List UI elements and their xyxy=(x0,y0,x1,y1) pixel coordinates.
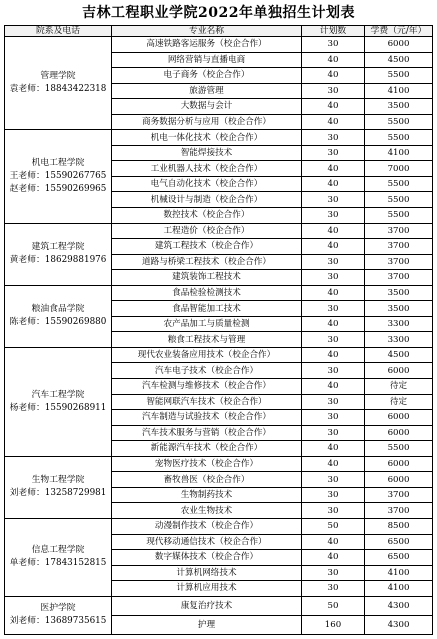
plan-count-cell: 30 xyxy=(302,83,365,99)
tuition-fee-cell: 5500 xyxy=(365,441,433,457)
major-cell: 电气自动化技术（校企合作） xyxy=(112,176,302,192)
major-cell: 汽车技术服务与营销（校企合作） xyxy=(112,425,302,441)
major-cell: 生物制药技术 xyxy=(112,487,302,503)
department-contact: 杨老师：15590268911 xyxy=(9,402,107,413)
major-cell: 建筑工程技术（校企合作） xyxy=(112,239,302,255)
header-major: 专业名称 xyxy=(112,26,302,37)
tuition-fee-cell: 6500 xyxy=(365,534,433,550)
department-cell xyxy=(5,37,112,130)
department-name: 汽车工程学院 xyxy=(31,389,85,400)
plan-count-cell: 40 xyxy=(302,99,365,115)
plan-count-cell: 30 xyxy=(302,130,365,146)
plan-count-cell: 30 xyxy=(302,410,365,426)
tuition-fee-cell: 4300 xyxy=(365,596,433,615)
department-contact: 刘老师：13689735615 xyxy=(9,616,107,627)
major-cell: 数控技术（校企合作） xyxy=(112,208,302,224)
tuition-fee-cell: 4100 xyxy=(365,83,433,99)
tuition-fee-cell: 3500 xyxy=(365,285,433,301)
plan-count-cell: 30 xyxy=(302,363,365,379)
table-row xyxy=(5,456,433,472)
plan-count-cell: 30 xyxy=(302,503,365,519)
department-contact: 王老师：15590267765 赵老师：15590269965 xyxy=(9,170,107,194)
major-cell: 汽车检测与维修技术（校企合作） xyxy=(112,379,302,395)
department-cell xyxy=(5,223,112,285)
tuition-fee-cell: 4100 xyxy=(365,581,433,597)
department-cell xyxy=(5,130,112,223)
plan-count-cell: 40 xyxy=(302,285,365,301)
table-body xyxy=(5,37,433,635)
plan-count-cell: 40 xyxy=(302,161,365,177)
major-cell: 旅游管理 xyxy=(112,83,302,99)
major-cell: 食品检验检测技术 xyxy=(112,285,302,301)
major-cell: 现代移动通信技术（校企合作） xyxy=(112,534,302,550)
table-row xyxy=(5,518,433,534)
department-name: 生物工程学院 xyxy=(31,475,85,486)
header-row xyxy=(5,26,433,37)
plan-count-cell: 40 xyxy=(302,456,365,472)
major-cell: 农产品加工与质量检测 xyxy=(112,316,302,332)
department-name: 管理学院 xyxy=(40,71,76,82)
major-cell: 电子商务（校企合作） xyxy=(112,68,302,84)
major-cell: 宠物医疗技术（校企合作） xyxy=(112,456,302,472)
table-row xyxy=(5,596,433,615)
tuition-fee-cell: 4100 xyxy=(365,565,433,581)
tuition-fee-cell: 4500 xyxy=(365,347,433,363)
plan-count-cell: 40 xyxy=(302,550,365,566)
major-cell: 现代农业装备应用技术（校企合作） xyxy=(112,347,302,363)
major-cell: 粮食工程技术与管理 xyxy=(112,332,302,348)
major-cell: 智能网联汽车技术（校企合作） xyxy=(112,394,302,410)
plan-count-cell: 30 xyxy=(302,208,365,224)
tuition-fee-cell: 3700 xyxy=(365,223,433,239)
department-name: 信息工程学院 xyxy=(31,545,85,556)
plan-count-cell: 40 xyxy=(302,379,365,395)
department-contact: 袁老师：18843422318 xyxy=(9,84,107,95)
plan-count-cell: 40 xyxy=(302,239,365,255)
department-name: 机电工程学院 xyxy=(31,157,85,168)
plan-count-cell: 30 xyxy=(302,254,365,270)
department-contact: 单老师：17843152815 xyxy=(9,558,107,569)
tuition-fee-cell: 3700 xyxy=(365,254,433,270)
plan-count-cell: 30 xyxy=(302,270,365,286)
plan-count-cell: 30 xyxy=(302,332,365,348)
major-cell: 数字媒体技术（校企合作） xyxy=(112,550,302,566)
tuition-fee-cell: 6000 xyxy=(365,37,433,53)
tuition-fee-cell: 6000 xyxy=(365,410,433,426)
plan-count-cell: 40 xyxy=(302,52,365,68)
table-row xyxy=(5,285,433,301)
page-title: 吉林工程职业学院2022年单独招生计划表 xyxy=(82,5,355,21)
tuition-fee-cell: 6000 xyxy=(365,456,433,472)
plan-count-cell: 30 xyxy=(302,487,365,503)
major-cell: 工程造价（校企合作） xyxy=(112,223,302,239)
header-dept: 院系及电话 xyxy=(5,26,112,37)
table-row xyxy=(5,223,433,239)
major-cell: 网络营销与直播电商 xyxy=(112,52,302,68)
department-cell xyxy=(5,518,112,596)
major-cell: 高速铁路客运服务（校企合作） xyxy=(112,37,302,53)
tuition-fee-cell: 3300 xyxy=(365,332,433,348)
plan-count-cell: 40 xyxy=(302,347,365,363)
major-cell: 大数据与会计 xyxy=(112,99,302,115)
plan-count-cell: 30 xyxy=(302,301,365,317)
plan-count-cell: 30 xyxy=(302,394,365,410)
tuition-fee-cell: 3700 xyxy=(365,487,433,503)
tuition-fee-cell: 6000 xyxy=(365,425,433,441)
tuition-fee-cell: 3300 xyxy=(365,316,433,332)
major-cell: 智能焊接技术 xyxy=(112,145,302,161)
plan-count-cell: 30 xyxy=(302,565,365,581)
tuition-fee-cell: 6000 xyxy=(365,363,433,379)
tuition-fee-cell: 3500 xyxy=(365,99,433,115)
plan-count-cell: 30 xyxy=(302,145,365,161)
major-cell: 机电一体化技术（校企合作） xyxy=(112,130,302,146)
major-cell: 工业机器人技术（校企合作） xyxy=(112,161,302,177)
plan-count-cell: 40 xyxy=(302,176,365,192)
plan-count-cell: 50 xyxy=(302,518,365,534)
plan-count-cell: 30 xyxy=(302,581,365,597)
major-cell: 机械设计与制造（校企合作） xyxy=(112,192,302,208)
header-plan: 计划数 xyxy=(302,26,365,37)
plan-count-cell: 30 xyxy=(302,37,365,53)
major-cell: 新能源汽车技术（校企合作） xyxy=(112,441,302,457)
major-cell: 计算机应用技术 xyxy=(112,581,302,597)
department-contact: 黄老师：18629881976 xyxy=(9,255,107,266)
plan-count-cell: 30 xyxy=(302,192,365,208)
tuition-fee-cell: 5500 xyxy=(365,114,433,130)
table-row xyxy=(5,37,433,53)
tuition-fee-cell: 5500 xyxy=(365,208,433,224)
tuition-fee-cell: 5500 xyxy=(365,176,433,192)
major-cell: 动漫制作技术（校企合作） xyxy=(112,518,302,534)
plan-count-cell: 160 xyxy=(302,615,365,634)
department-name: 建筑工程学院 xyxy=(31,242,85,253)
department-contact: 刘老师：13258729981 xyxy=(9,488,107,499)
plan-count-cell: 40 xyxy=(302,68,365,84)
plan-count-cell: 40 xyxy=(302,223,365,239)
tuition-fee-cell: 6000 xyxy=(365,472,433,488)
department-cell xyxy=(5,456,112,518)
tuition-fee-cell: 4500 xyxy=(365,52,433,68)
major-cell: 农业生物技术 xyxy=(112,503,302,519)
tuition-fee-cell: 待定 xyxy=(365,394,433,410)
major-cell: 建筑装饰工程技术 xyxy=(112,270,302,286)
plan-count-cell: 50 xyxy=(302,596,365,615)
tuition-fee-cell: 5500 xyxy=(365,130,433,146)
major-cell: 道路与桥梁工程技术（校企合作） xyxy=(112,254,302,270)
tuition-fee-cell: 7000 xyxy=(365,161,433,177)
plan-count-cell: 40 xyxy=(302,114,365,130)
plan-count-cell: 30 xyxy=(302,425,365,441)
table-row xyxy=(5,130,433,146)
tuition-fee-cell: 3700 xyxy=(365,503,433,519)
major-cell: 汽车制造与试验技术（校企合作） xyxy=(112,410,302,426)
department-contact: 陈老师：15590269880 xyxy=(9,317,107,328)
tuition-fee-cell: 6500 xyxy=(365,550,433,566)
plan-count-cell: 30 xyxy=(302,472,365,488)
tuition-fee-cell: 3700 xyxy=(365,239,433,255)
plan-count-cell: 40 xyxy=(302,441,365,457)
tuition-fee-cell: 待定 xyxy=(365,379,433,395)
tuition-fee-cell: 4100 xyxy=(365,145,433,161)
major-cell: 计算机网络技术 xyxy=(112,565,302,581)
major-cell: 商务数据分析与应用（校企合作） xyxy=(112,114,302,130)
tuition-fee-cell: 4300 xyxy=(365,615,433,634)
department-cell xyxy=(5,285,112,347)
tuition-fee-cell: 5500 xyxy=(365,68,433,84)
major-cell: 畜牧兽医（校企合作） xyxy=(112,472,302,488)
major-cell: 康复治疗技术 xyxy=(112,596,302,615)
tuition-fee-cell: 8500 xyxy=(365,518,433,534)
enrollment-plan-table-wrapper xyxy=(4,25,432,635)
plan-count-cell: 40 xyxy=(302,534,365,550)
header-fee: 学费（元/年） xyxy=(365,26,433,37)
plan-count-cell: 40 xyxy=(302,316,365,332)
major-cell: 护理 xyxy=(112,615,302,634)
department-cell xyxy=(5,347,112,456)
major-cell: 食品智能加工技术 xyxy=(112,301,302,317)
department-name: 医护学院 xyxy=(40,603,76,614)
tuition-fee-cell: 3700 xyxy=(365,270,433,286)
enrollment-plan-table xyxy=(4,25,433,635)
department-name: 粮油食品学院 xyxy=(31,304,85,315)
department-cell xyxy=(5,596,112,634)
major-cell: 汽车电子技术（校企合作） xyxy=(112,363,302,379)
table-row xyxy=(5,347,433,363)
table-header xyxy=(5,26,433,37)
tuition-fee-cell: 3500 xyxy=(365,301,433,317)
tuition-fee-cell: 5500 xyxy=(365,192,433,208)
